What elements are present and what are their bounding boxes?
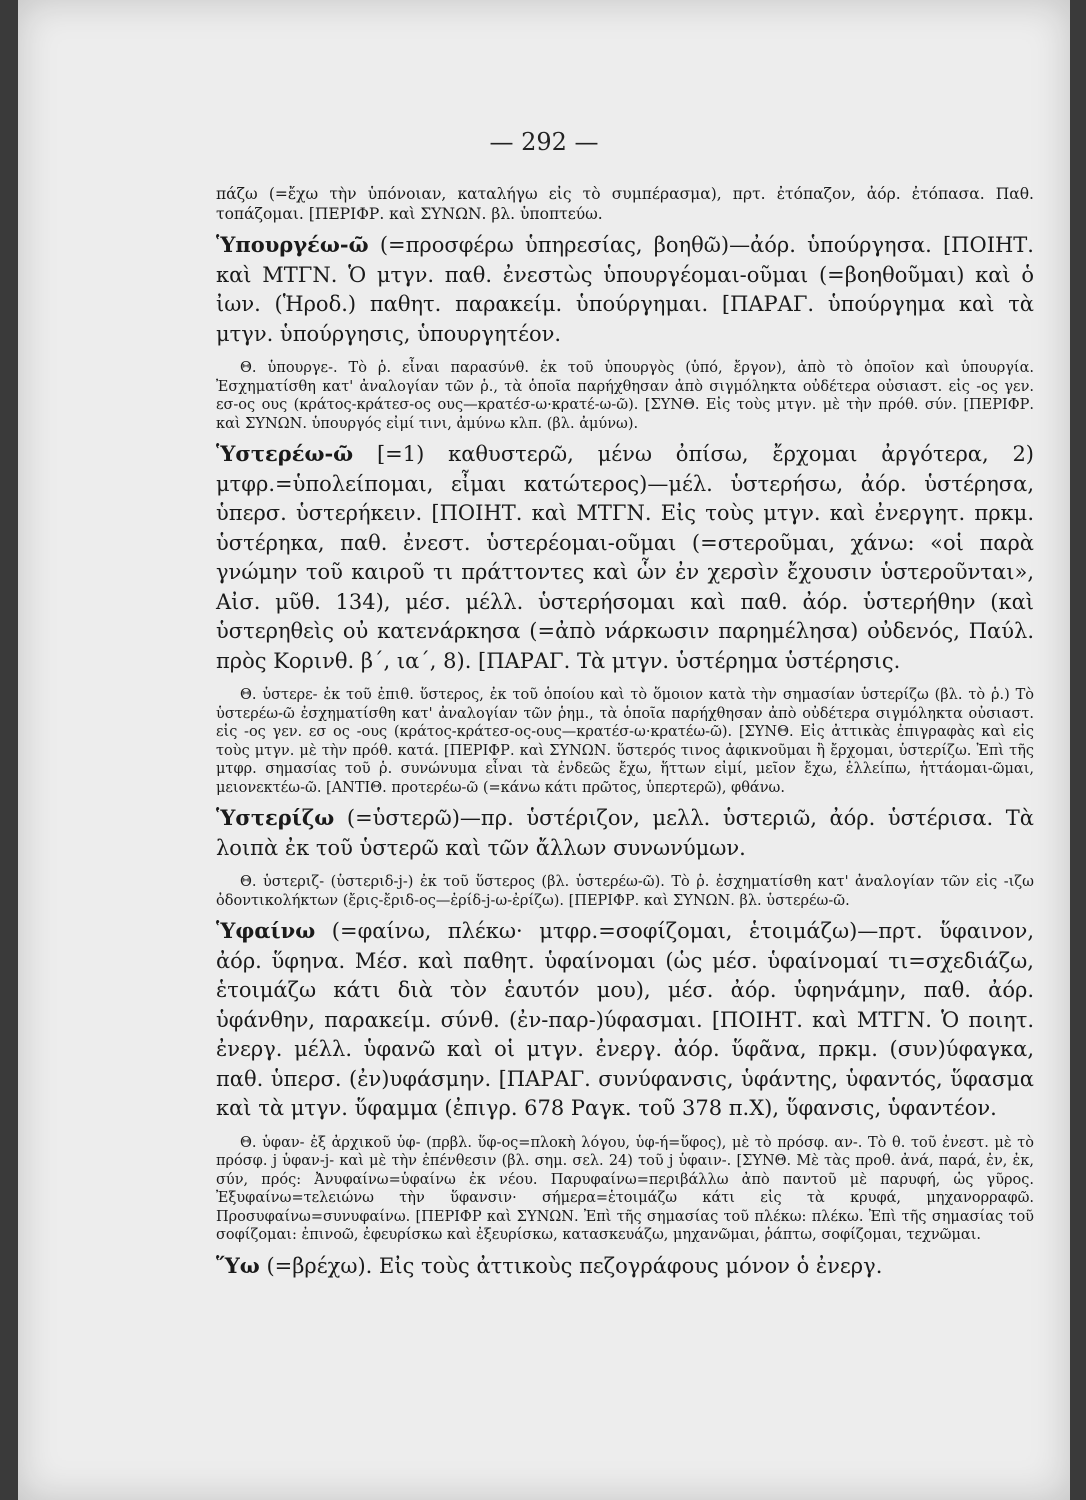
page-number: — 292 — [489,128,599,156]
headword: Ὑστερίζω [216,805,335,830]
etymology-note: Θ. ὑστερε- ἐκ τοῦ ἐπιθ. ὕστερος, ἐκ τοῦ ὁποίου καὶ τὸ ὅμοιον κατὰ τὴν σημασίαν ὑστερίζω (βλ. τὸ ῥ.) Τὸ ὑστερέω-ῶ ἐσχηματίσθη κατ' ἀναλογίαν τῶν ῥημ., τὰ ὁποῖα παρήχθησαν ἀπὸ οὐδέτερα σιγμόληκτα οὐσιαστ. εἰς -ος γεν. εσ ος -ους (κράτος-κράτεσ-ος-ους—κρατέσ-ω·κρατέω-ῶ). [ΣΥΝΘ. Εἰς ἀττικὰς ἐπιγραφὰς καὶ εἰς τοὺς μτγν. μὲ τὴν πρόθ. κατά. [ΠΕΡΙΦΡ. καὶ ΣΥΝΩΝ. ὕστερός τινος ἀφικνοῦμαι ἢ ἔρχομαι, ὑστερίζω. Ἐπὶ τῆς μτφρ. σημασίας τοῦ ῥ. συνώνυμα εἶναι τὰ ἐνδεῶς ἔχω, ἥττων εἰμί, μεῖον ἔχω, ἐλλείπω, ἡττάομαι-ῶμαι, μειονεκτέω-ῶ. [ΑΝΤΙΘ. προτερέω-ῶ (=κάνω κάτι πρῶτος, ὑπερτερῶ), φθάνω. [216,687,1034,796]
entry-yo: Ὕω (=βρέχω). Εἰς τοὺς ἀττικοὺς πεζογράφους μόνον ὁ ἐνεργ. [216,1252,883,1278]
dictionary-text [216,184,1034,1281]
entry-ystereo: Ὑστερέω-ῶ [=1) καθυστερῶ, μένω ὀπίσω, ἔρχομαι ἀργότερα, 2) μτφρ.=ὑπολείπομαι, εἶμαι κατώτερος)—μέλ. ὑστερήσω, ἀόρ. ὑστέρησα, ὑπερσ. ὑστερήκειν. [ΠΟΙΗΤ. καὶ ΜΤΓΝ. Εἰς τοὺς μτγν. καὶ ἐνεργητ. πρκμ. ὑστέρηκα, παθ. ἐνεστ. ὑστερέομαι-οῦμαι (=στεροῦμαι, χάνω: «οἱ παρὰ γνώμην τοῦ καιροῦ τι πράττοντες καὶ ὧν ἐν χερσὶν ἔχουσιν ὑστεροῦνται», Αἰσ. μῦθ. 134), μέσ. μέλλ. ὑστερήσομαι καὶ παθ. ἀόρ. ὑστερήθην (καὶ ὑστερηθεὶς οὐ κατενάρκησα (=ἀπὸ νάρκωσιν παρημέλησα) οὐδενός, Παύλ. πρὸς Κορινθ. β΄, ια΄, 8). [ΠΑΡΑΓ. Τὰ μτγν. ὑστέρημα ὑστέρησις. [216,441,1034,673]
etymology-note: Θ. ὑπουργε-. Τὸ ῥ. εἶναι παρασύνθ. ἐκ τοῦ ὑπουργὸς (ὑπό, ἔργον), ἀπὸ τὸ ὁποῖον καὶ ὑπουργία. Ἐσχηματίσθη κατ' ἀναλογίαν τῶν ῥ., τὰ ὁποῖα παρήχθησαν ἀπὸ σιγμόληκτα οὐδέτερα οὐσιαστ. εἰς -ος γεν. εσ-ος ους (κράτος-κράτεσ-ος ους—κρατέσ-ω·κρατέ-ω-ῶ). [ΣΥΝΘ. Εἰς τοὺς μτγν. μὲ τὴν πρόθ. σύν. [ΠΕΡΙΦΡ. καὶ ΣΥΝΩΝ. ὑπουργός εἰμί τινι, ἀμύνω κλπ. (βλ. ἀμύνω). [216,360,1034,432]
entry-ypourgeo: Ὑπουργέω-ῶ (=προσφέρω ὑπηρεσίας, βοηθῶ)—ἀόρ. ὑπούργησα. [ΠΟΙΗΤ. καὶ ΜΤΓΝ. Ὁ μτγν. παθ. ἐνεστὼς ὑπουργέομαι-οῦμαι (=βοηθοῦμαι) καὶ ὁ ἰων. (Ἡροδ.) παθητ. παρακείμ. ὑπούργημαι. [ΠΑΡΑΓ. ὑπούργημα καὶ τὰ μτγν. ὑπούργησις, ὑπουργητέον. [216,232,1034,346]
continued-paragraph: πάζω (=ἔχω τὴν ὑπόνοιαν, καταλήγω εἰς τὸ συμπέρασμα), πρτ. ἐτόπαζον, ἀόρ. ἐτόπασα. Παθ. τοπάζομαι. [ΠΕΡΙΦΡ. καὶ ΣΥΝΩΝ. βλ. ὑποπτεύω. [216,185,1034,223]
etymology-note: Θ. ὑφαν- ἐξ ἀρχικοῦ ὑφ- (πρβλ. ὕφ-ος=πλοκὴ λόγου, ὑφ-ή=ὕφος), μὲ τὸ πρόσφ. αν-. Τὸ θ. τοῦ ἐνεστ. μὲ τὸ πρόσφ. j ὑφαν-j- καὶ μὲ τὴν ἐπένθεσιν (βλ. σημ. σελ. 24) τοῦ j ὑφαιν-. [ΣΥΝΘ. Μὲ τὰς προθ. ἀνά, παρά, ἐν, ἐκ, σύν, πρός: Ἀνυφαίνω=ὑφαίνω ἐκ νέου. Παρυφαίνω=περιβάλλω ἀπὸ παντοῦ μὲ παρυφή, ὡς γῦρος. Ἐξυφαίνω=τελειώνω τὴν ὕφανσιν· σήμερα=ἑτοιμάζω κάτι εἰς τὰ κρυφά, μηχανορραφῶ. Προσυφαίνω=συνυφαίνω. [ΠΕΡΙΦΡ καὶ ΣΥΝΩΝ. Ἐπὶ τῆς σημασίας τοῦ πλέκω: πλέκω. Ἐπὶ τῆς σημασίας τοῦ σοφίζομαι: ἐπινοῶ, ἐφευρίσκω καὶ ἐξευρίσκω, κατασκευάζω, μηχανῶμαι, ῥάπτω, σοφίζομαι, τεχνῶμαι. [216,1134,1034,1243]
entry-ysterizo: Ὑστερίζω (=ὑστερῶ)—πρ. ὑστέριζον, μελλ. ὑστεριῶ, ἀόρ. ὑστέρισα. Τὰ λοιπὰ ἐκ τοῦ ὑστερῶ καὶ τῶν ἄλλων συνωνύμων. [216,805,1034,860]
etymology-note: Θ. ὑστεριζ- (ὑστεριδ-j-) ἐκ τοῦ ὕστερος (βλ. ὑστερέω-ῶ). Τὸ ῥ. ἐσχηματίσθη κατ' ἀναλογίαν τῶν εἰς -ιζω ὀδοντικολήκτων (ἔρις-ἔριδ-ος—ἐρίδ-j-ω-ἐρίζω). [ΠΕΡΙΦΡ. καὶ ΣΥΝΩΝ. βλ. ὑστερέω-ῶ. [216,874,1034,909]
book-page [18,0,1070,1500]
headword: Ὑστερέω-ῶ [216,441,354,466]
headword: Ὑπουργέω-ῶ [216,232,369,257]
entry-yfaino: Ὑφαίνω (=φαίνω, πλέκω· μτφρ.=σοφίζομαι, ἑτοιμάζω)—πρτ. ὕφαινον, ἀόρ. ὕφηνα. Μέσ. καὶ παθητ. ὑφαίνομαι (ὡς μέσ. ὑφαίνομαί τι=σχεδιάζω, ἑτοιμάζω κάτι διὰ τὸν ἑαυτόν μου), μέσ. ἀόρ. ὑφηνάμην, παθ. ἀόρ. ὑφάνθην, παρακείμ. σύνθ. (ἐν-παρ-)ύφασμαι. [ΠΟΙΗΤ. καὶ ΜΤΓΝ. Ὁ ποιητ. ἐνεργ. μέλλ. ὑφανῶ καὶ οἱ μτγν. ἐνεργ. ἀόρ. ὕφᾶνα, πρκμ. (συν)ύφαγκα, παθ. ὑπερσ. (ἐν)υφάσμην. [ΠΑΡΑΓ. συνύφανσις, ὑφάντης, ὑφαντός, ὕφασμα καὶ τὰ μτγν. ὕφαμμα (ἐπιγρ. 678 Ραγκ. τοῦ 378 π.Χ), ὕφανσις, ὑφαντέον. [216,918,1034,1120]
headword: Ὑφαίνω [216,918,316,943]
headword: Ὕω [216,1252,260,1278]
